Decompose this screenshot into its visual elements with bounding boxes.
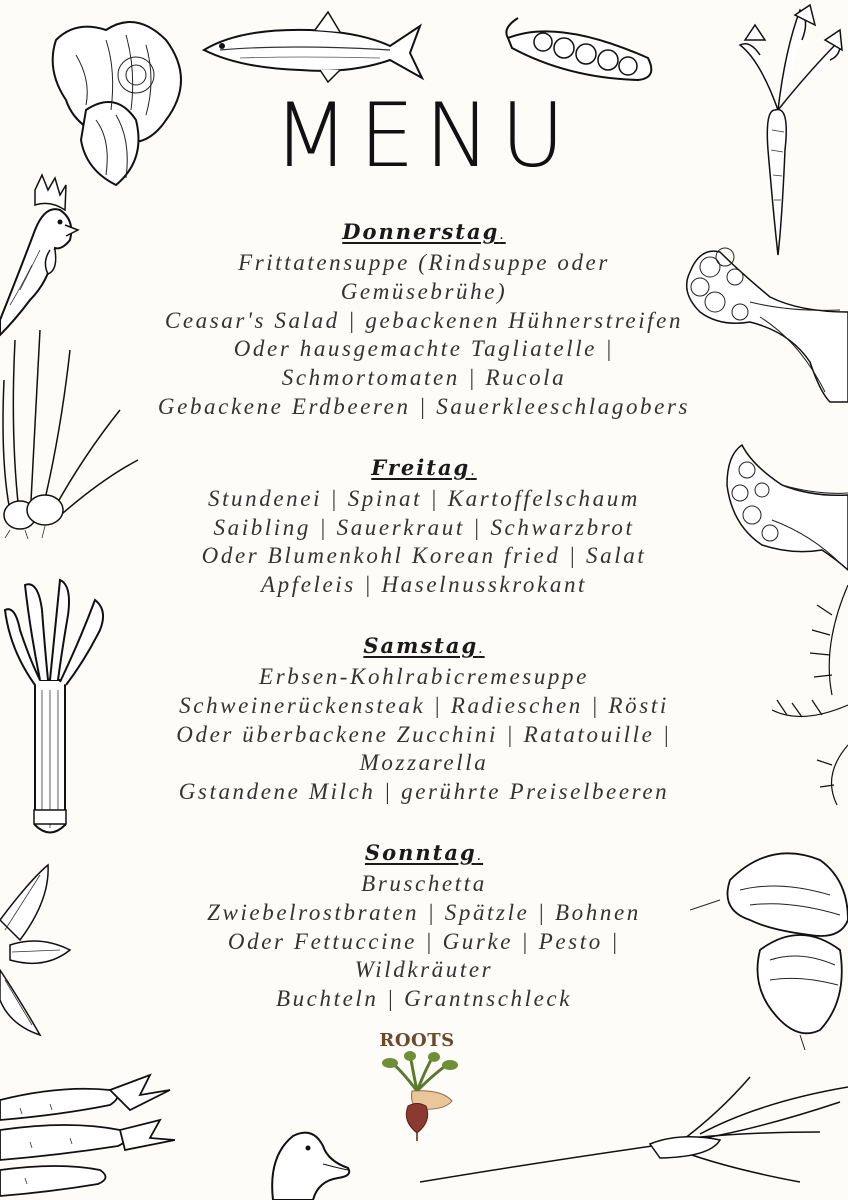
menu-line: Schmortomaten | Rucola <box>281 365 567 391</box>
menu-line: Stundenei | Spinat | Kartoffelschaum <box>207 485 641 511</box>
menu-line: Schweinerückensteak | Radieschen | Rösti <box>179 692 669 718</box>
duck-icon <box>268 1126 353 1200</box>
dill-icon <box>762 575 848 810</box>
menu-line: Frittatensuppe (Rindsuppe oder <box>238 250 610 275</box>
herb-icon <box>0 860 75 1040</box>
menu-list <box>124 218 724 1046</box>
cauliflower-icon <box>722 425 848 575</box>
turnip-root-icon <box>420 1072 848 1200</box>
onion-icon <box>0 320 140 540</box>
menu-line: Gstandene Milch | gerührte Preiselbeeren <box>178 779 670 805</box>
menu-line: Oder hausgemachte Tagliatelle | <box>233 336 615 362</box>
menu-line: Bruschetta <box>361 870 487 896</box>
day-section-freitag: Freitag. Stundenei | Spinat | Kartoffelschaum Saibling | Sauerkraut | Schwarzbrot Oder Blumenkohl Korean fried | Salat Apfeleis | Haselnusskrokant <box>124 454 724 600</box>
day-section-samstag: Samstag. Erbsen-Kohlrabicremesuppe Schweinerückensteak | Radieschen | Rösti Oder überbackene Zucchini | Ratatouille | Mozzarella Gstandene Milch | gerührte Preiselbeeren <box>124 632 724 807</box>
logo-text: ROOTS <box>379 1030 455 1051</box>
day-section-sonntag: Sonntag. Bruschetta Zwiebelrostbraten | Spätzle | Bohnen Oder Fettuccine | Gurke | Pesto | Wildkräuter Buchteln | Grantnschleck <box>124 839 724 1014</box>
day-heading: Freitag <box>371 454 471 480</box>
beet-hand-icon <box>372 1051 462 1141</box>
peapod-icon <box>498 8 658 88</box>
menu-line: Apfeleis | Haselnusskrokant <box>260 572 588 598</box>
menu-line: Erbsen-Kohlrabicremesuppe <box>259 663 589 689</box>
day-heading: Samstag <box>363 632 479 658</box>
menu-line: Oder Blumenkohl Korean fried | Salat <box>201 543 647 569</box>
fish-icon <box>200 8 425 83</box>
menu-line: Gemüsebrühe) <box>340 278 508 304</box>
leek-icon <box>0 570 110 845</box>
menu-line: Buchteln | Grantnschleck <box>275 986 573 1012</box>
menu-line: Zwiebelrostbraten | Spätzle | Bohnen <box>207 899 641 925</box>
menu-line: Oder überbackene Zucchini | Ratatouille | <box>176 721 672 747</box>
roots-logo <box>372 1030 462 1145</box>
carrots-icon <box>0 1070 175 1200</box>
day-heading: Donnerstag <box>342 219 500 244</box>
menu-line: Mozzarella <box>359 750 489 776</box>
rooster-icon <box>0 170 80 340</box>
menu-line: Ceasar's Salad | gebackenen Hühnerstreifen <box>164 307 684 333</box>
menu-line: Oder Fettuccine | Gurke | Pesto | <box>227 928 621 954</box>
menu-line: Gebackene Erdbeeren | Sauerkleeschlagobers <box>157 393 691 419</box>
menu-line: Wildkräuter <box>354 957 494 983</box>
day-heading: Sonntag <box>364 839 477 865</box>
page-title: MENU <box>273 84 575 187</box>
menu-line: Saibling | Sauerkraut | Schwarzbrot <box>213 514 635 540</box>
day-section-donnerstag: Donnerstag. Frittatensuppe (Rindsuppe oder Gemüsebrühe) Ceasar's Salad | gebackenen Hühnerstreifen Oder hausgemachte Tagliatelle | Schmortomaten | Rucola Gebackene Erdbeeren | Sauerkleeschlagobers <box>124 218 724 422</box>
